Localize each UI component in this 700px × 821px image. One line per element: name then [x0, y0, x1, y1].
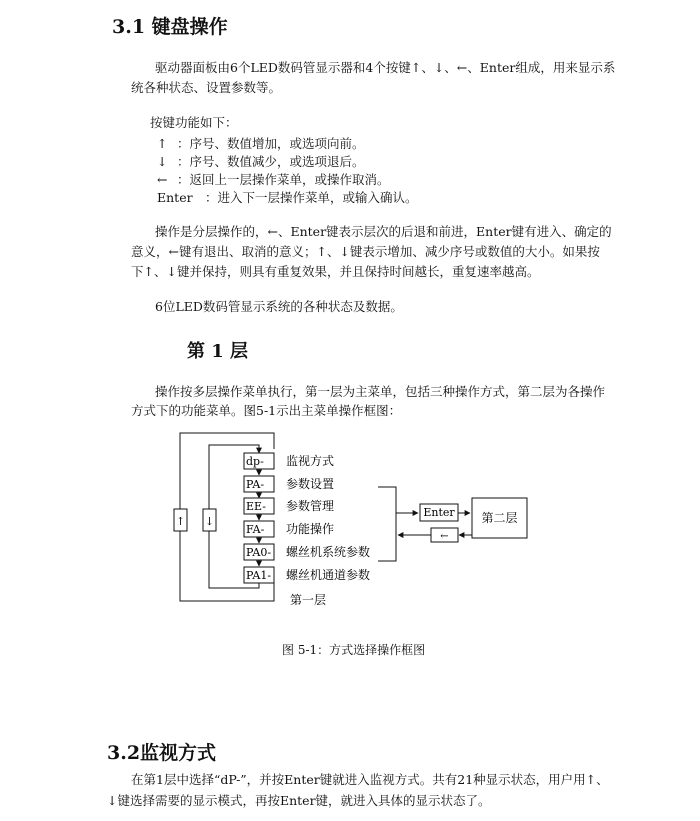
menu-code-dp: dp- — [246, 455, 264, 468]
para3: 6位LED数码管显示系统的各种状态及数据。 — [155, 299, 403, 314]
intro-line-2: 统各种状态、设置参数等。 — [131, 80, 282, 95]
menu-code-ee: EE- — [246, 500, 266, 513]
menu-operation-diagram — [160, 425, 560, 610]
key-desc-down: ：序号、数值减少，或选项退后。 — [177, 154, 365, 169]
menu-code-fa: FA- — [246, 523, 265, 536]
bracket-line — [378, 487, 396, 561]
layer1-para-line-2: 方式下的功能菜单。图5-1示出主菜单操作框图： — [131, 403, 402, 418]
up-arrow-label: ↑ — [175, 515, 186, 528]
layer1-heading: 第 1 层 — [187, 341, 249, 362]
key-desc-up: ：序号、数值增加，或选项向前。 — [177, 136, 365, 151]
layer1-label: 第一层 — [290, 593, 327, 607]
key-symbol-down: ↓ — [157, 154, 168, 169]
para2-line-2: 意义，←键有退出、取消的意义；↑、↓键表示增加、减少序号或数值的大小。如果按 — [131, 244, 600, 259]
enter-label: Enter — [423, 506, 455, 519]
section-heading-keyboard: 3.1 键盘操作 — [112, 16, 228, 38]
intro-line-1: 驱动器面板由6个LED数码管显示器和4个按键↑、↓、←、Enter组成，用来显示系 — [155, 60, 616, 75]
section-heading-monitor: 3.2监视方式 — [107, 742, 217, 764]
menu-label-function: 功能操作 — [286, 522, 335, 536]
section2-line-1: 在第1层中选择“dP-”，并按Enter键就进入监视方式。共有21种显示状态，用户用↑、 — [131, 772, 609, 787]
menu-label-param-setting: 参数设置 — [286, 477, 335, 491]
para2-line-3: 下↑、↓键并保持，则具有重复效果，并且保持时间越长，重复速率越高。 — [131, 264, 540, 279]
menu-code-pa1: PA1- — [246, 569, 272, 582]
key-desc-back: ：返回上一层操作菜单，或操作取消。 — [177, 172, 390, 187]
menu-code-pa: PA- — [246, 478, 265, 491]
section2-line-2: ↓键选择需要的显示模式，再按Enter键，就进入具体的显示状态了。 — [107, 793, 491, 808]
menu-label-param-manage: 参数管理 — [286, 499, 335, 513]
menu-label-system-param: 螺丝机系统参数 — [286, 545, 371, 559]
key-symbol-up: ↑ — [157, 136, 168, 151]
layer2-label: 第二层 — [481, 511, 518, 525]
menu-code-pa0: PA0- — [246, 546, 272, 559]
para2-line-1: 操作是分层操作的，←、Enter键表示层次的后退和前进，Enter键有进入、确定的 — [155, 224, 612, 239]
down-arrow-label: ↓ — [204, 515, 215, 528]
key-symbol-enter: Enter — [157, 190, 193, 205]
layer1-para-line-1: 操作按多层操作菜单执行，第一层为主菜单，包括三种操作方式，第二层为各操作 — [155, 384, 606, 399]
menu-label-monitor: 监视方式 — [286, 454, 335, 468]
figure-caption: 图 5-1：方式选择操作框图 — [282, 643, 426, 657]
menu-label-channel-param: 螺丝机通道参数 — [286, 568, 371, 582]
key-symbol-back: ← — [157, 172, 168, 187]
keys-title: 按键功能如下： — [150, 115, 238, 130]
key-desc-enter: ：进入下一层操作菜单，或输入确认。 — [205, 190, 418, 205]
back-arrow-label: ← — [440, 531, 449, 542]
